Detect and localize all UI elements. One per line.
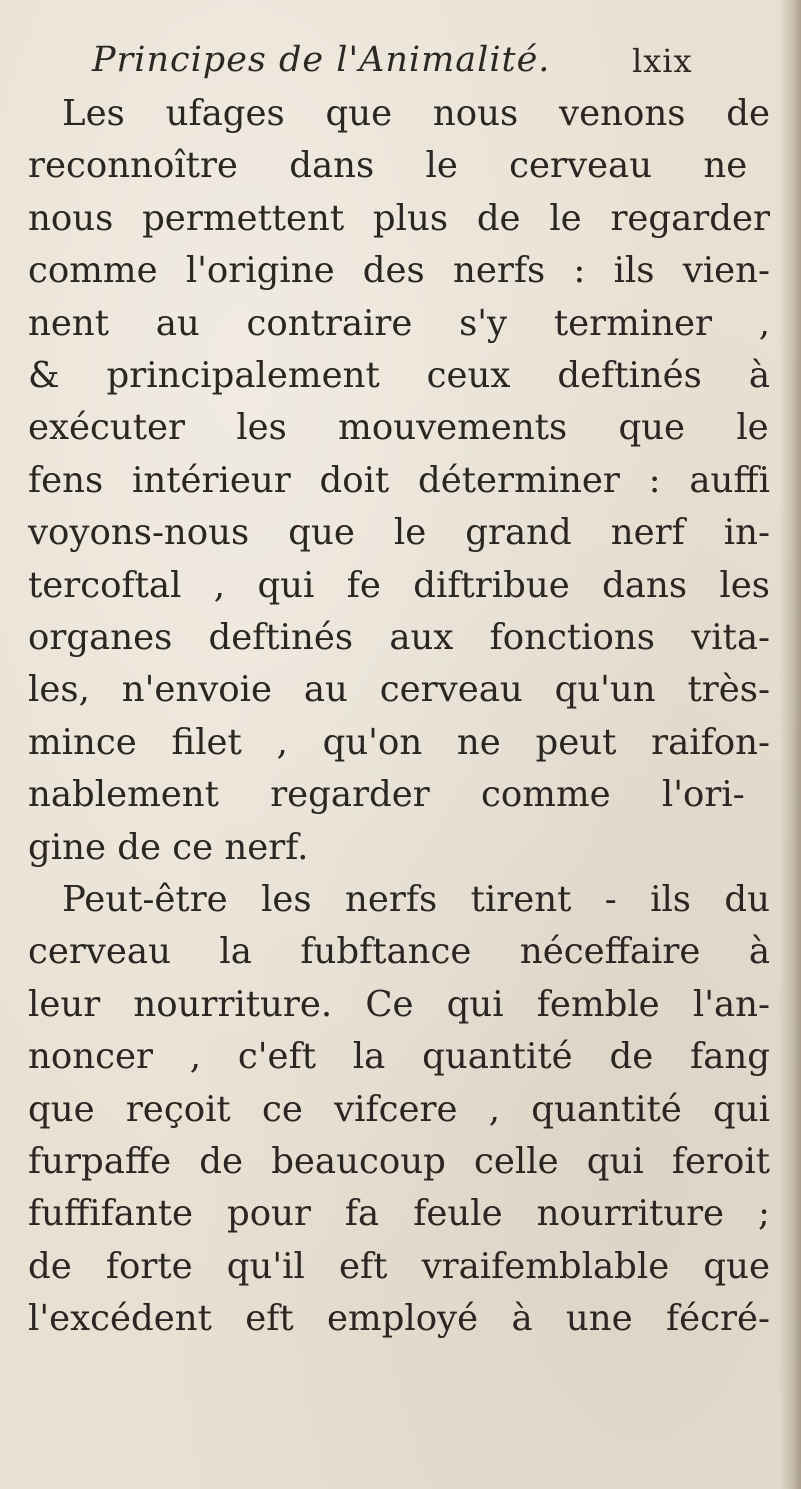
text-line: Les ufages que nous venons de (62, 93, 770, 134)
running-head-title: Principes de l'Animalité. (92, 40, 551, 80)
text-line: furpaffe de beaucoup celle qui feroit (28, 1141, 771, 1182)
text-line: & principalement ceux deftinés à (28, 355, 770, 396)
text-line: les, n'envoie au cerveau qu'un très- (28, 669, 770, 711)
text-line: fens intérieur doit déterminer : auffi (28, 459, 770, 501)
text-line: voyons-nous que le grand nerf in- (28, 512, 770, 554)
text-line: leur nourriture. Ce qui femble l'an- (28, 983, 771, 1025)
text-line: tercoftal , qui fe diftribue dans les (28, 564, 771, 606)
text-line: noncer , c'eft la quantité de fang (28, 1036, 770, 1078)
text-line: mince filet , qu'on ne peut raifon- (28, 721, 771, 763)
text-line: reconnoître dans le cerveau ne (28, 145, 748, 187)
text-line: que reçoit ce vifcere , quantité qui (28, 1088, 770, 1130)
text-line: cerveau la fubftance néceffaire à (28, 931, 770, 973)
text-line: nablement regarder comme l'ori- (28, 774, 745, 816)
text-line: organes deftinés aux fonctions vita- (28, 617, 770, 658)
text-line: exécuter les mouvements que le (28, 407, 769, 449)
text-line: Peut-être les nerfs tirent - ils du (62, 879, 771, 920)
text-line: fuffifante pour fa feule nourriture ; (28, 1193, 771, 1235)
text-line: gine de ce nerf. (28, 826, 309, 868)
text-line: comme l'origine des nerfs : ils vien- (28, 250, 771, 292)
page-number: lxix (632, 42, 693, 80)
text-line: l'excédent eft employé à une fécré- (28, 1298, 770, 1340)
text-line: nent au contraire s'y terminer , (28, 302, 770, 344)
text-line: nous permettent plus de le regarder (28, 197, 770, 239)
text-line: de forte qu'il eft vraifemblable que (28, 1245, 771, 1287)
page-edge-shadow (779, 0, 801, 1489)
